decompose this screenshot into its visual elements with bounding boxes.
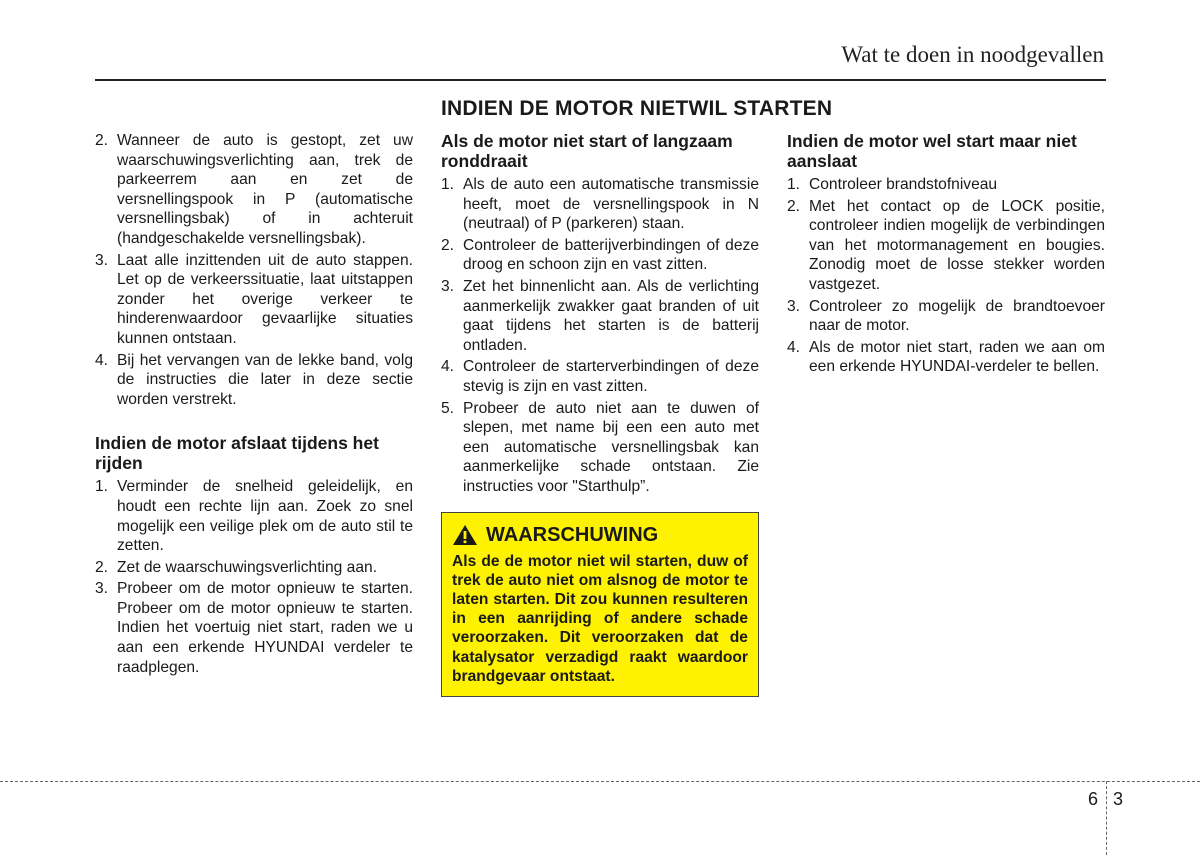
list-item [787,197,1105,295]
list-item-text: Zet de waarschuwingsverlichting aan. [117,558,378,576]
subheading-stall-while-driving: Indien de motor afslaat tijdens het rijden [95,433,379,474]
list-item-number: 4. [787,338,801,356]
footer-divider [0,781,1200,782]
list-item-number: 2. [787,197,801,215]
list-item-number: 3. [441,277,455,295]
page-header-title: Wat te doen in noodgevallen [841,42,1104,67]
list-item-text: Probeer om de motor opnieuw te starten. Probeer om de motor opnieuw te starten. Indien het voertuig niet start, raden we u aan een erkende HYUNDAI verdeler te raadplegen. [117,580,413,676]
list-item-number: 4. [441,358,455,376]
warning-header [452,524,748,546]
list-item-number: 1. [787,176,801,193]
list-item [787,297,1105,336]
list-item [95,351,413,410]
warning-text: Als de de motor niet wil starten, duw of trek de auto niet om alsnog de motor te laten starten. Dit zou kunnen resulteren in een aanrijding of andere schade veroorzaken. Dit veroorzaken dat de katalysator verzadigd raakt waardoor brandgevaar ontstaat. [452,552,748,685]
list-item-text: Controleer brandstofniveau [809,176,998,193]
warning-triangle-icon [452,524,478,546]
left-list-top [95,131,413,409]
middle-column [441,131,759,697]
list-item-number: 4. [95,351,109,369]
section-title: INDIEN DE MOTOR NIETWIL STARTEN [441,97,833,120]
list-item-text: Probeer de auto niet aan te duwen of slepen, met name bij een een auto met een automatische versnellingsbak kan aanmerkelijke schade ontstaan. Zie instructies voor "Starthulp”. [463,399,759,495]
list-item-text: Laat alle inzittenden uit de auto stappen. Let op de verkeerssituatie, laat uitstappen zonder het overige verkeer te hinderenwaardoor gevaarlijke situaties kunnen ontstaan. [117,251,413,347]
list-item-number: 2. [441,236,455,254]
list-item [95,477,413,555]
warning-box [441,512,759,697]
list-item-number: 2. [95,558,109,576]
list-item-number: 3. [95,251,109,269]
list-item-text: Controleer de starterverbindingen of deze stevig is zijn en vast zitten. [463,358,759,395]
header-divider [95,79,1106,81]
list-item-text: Bij het vervangen van de lekke band, volg de instructies die later in deze sectie worden verstrekt. [117,351,413,408]
list-item [95,579,413,677]
list-item [787,338,1105,377]
list-item-text: Als de auto een automatische transmissie heeft, moet de versnellingspook in N (neutraal) of P (parkeren) staan. [463,176,759,233]
subheading-no-start: Als de motor niet start of langzaam ronddraait [441,131,733,171]
list-item [441,399,759,497]
list-item [441,236,759,275]
list-item-text: Als de motor niet start, raden we aan om een erkende HYUNDAI-verdeler te bellen. [809,338,1105,376]
list-item-text: Zet het binnenlicht aan. Als de verlichting aanmerkelijk zwakker gaat branden of uit gaat tijdens het starten is de batterij ontladen. [463,277,759,354]
list-item [441,277,759,355]
list-item-text: Controleer zo mogelijk de brandtoevoer naar de motor. [809,297,1105,335]
middle-list [441,175,759,497]
chapter-number: 6 [1088,789,1099,809]
left-column [95,131,413,679]
list-item-text: Controleer de batterijverbindingen of deze droog en schoon zijn en vast zitten. [463,236,759,274]
right-column [787,131,1105,379]
list-item-number: 3. [787,297,801,315]
list-item [787,175,1105,195]
list-item [441,175,759,234]
left-list-bottom [95,477,413,677]
list-item [95,131,413,249]
list-item-text: Verminder de snelheid geleidelijk, en houdt een rechte lijn aan. Zoek zo snel mogelijk een veilige plek om de auto stil te zetten. [117,478,413,555]
page-number-divider [1106,781,1107,855]
warning-title: WAARSCHUWING [486,523,659,546]
list-item-number: 2. [95,132,109,149]
list-item-number: 1. [95,478,109,496]
list-item-number: 5. [441,399,455,417]
subheading-starts-not-running: Indien de motor wel start maar niet aanslaat [787,131,1077,171]
list-item-number: 3. [95,580,109,598]
right-list [787,175,1105,377]
list-item-number: 1. [441,176,455,193]
page-number: 3 [1113,789,1124,809]
list-item [441,357,759,396]
list-item [95,251,413,349]
list-item [95,558,413,578]
list-item-text: Wanneer de auto is gestopt, zet uw waarschuwingsverlichting aan, trek de parkeerrem aan en zet de versnellingspook in P (automatische versnellingsbak) of in achteruit (handgeschakelde versnellingsbak). [117,132,413,247]
list-item-text: Met het contact op de LOCK positie, controleer indien mogelijk de verbindingen van het motormanagement en bougies. Zonodig moet de losse stekker worden vastgezet. [809,197,1105,293]
